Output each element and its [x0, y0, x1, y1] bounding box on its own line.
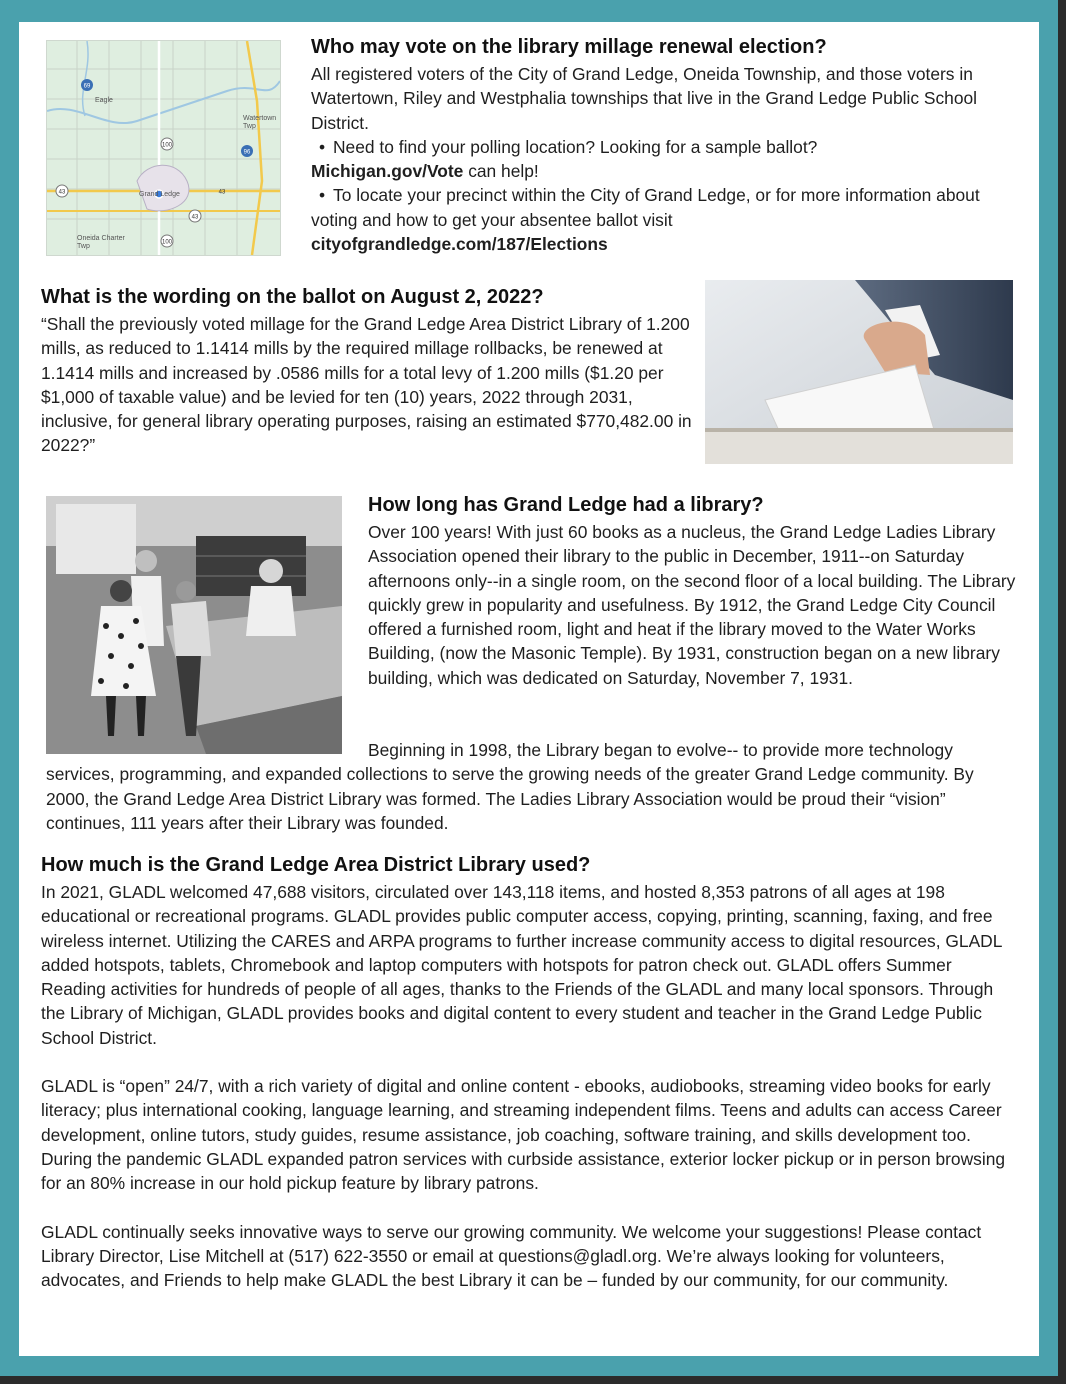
map-label-eagle: Eagle: [95, 97, 113, 104]
voters-intro: All registered voters of the City of Grand Ledge, Oneida Township, and those voters in Watertown, Riley and Westphalia townships that live in the Grand Ledge Public School District.: [311, 64, 978, 133]
road-badge-label: 43: [218, 189, 226, 196]
usage-body: [41, 880, 1019, 1292]
map-graphic: [47, 41, 280, 255]
voters-bullet-1-line2: Michigan.gov/Vote can help!: [311, 161, 539, 182]
voters-bullet-2-link-line: [311, 232, 1001, 256]
voters-body: [311, 62, 1001, 256]
road-badge-label: 43: [191, 214, 199, 221]
wording-heading: What is the wording on the ballot on August 2, 2022?: [41, 286, 544, 308]
usage-heading: How much is the Grand Ledge Area District Library used?: [41, 854, 591, 876]
historic-library-photo: [46, 496, 342, 754]
ballot-photo: [705, 280, 1013, 464]
history-para-1: Over 100 years! With just 60 books as a nucleus, the Grand Ledge Ladies Library Association opened their library to the public in December, 1911--on Saturday afternoons only--in a single room, on the second floor of a local building. The Library quickly grew in popularity and usefulness. By 1912, the Grand Ledge City Council offered a furnished room, light and heat if the library moved to the Water Works Building, (now the Masonic Temple). By 1931, construction began on a new library building, which was dedicated on Saturday, November 7, 1931.: [368, 522, 1016, 688]
usage-para-3: GLADL continually seeks innovative ways to serve our growing community. We welcome your suggestions! Please contact Library Director, Lise Mitchell at (517) 622-3550 or email at questions@gladl.org. We’re always looking for volunteers, advocates, and Friends to help make GLADL the best Library it can be – funded by our community, for our community.: [41, 1221, 982, 1291]
road-badge-label: 69: [83, 83, 91, 90]
road-badge-label: 100: [161, 142, 173, 149]
road-badge-label: 96: [243, 149, 251, 156]
usage-para-1: In 2021, GLADL welcomed 47,688 visitors, circulated over 143,118 items, and hosted 8,353 patrons of all ages at 198 educational or recreational programs. GLADL provides public computer access, copying, printing, scanning, faxing, and free wireless internet. Utilizing the CARES and ARPA programs to further increase community access to digital resources, GLADL added hotspots, tablets, Chromebook and laptop computers with hotspots for patron check out. GLADL offers Summer Reading activities for hundreds of people of all ages, thanks to the Friends of the GLADL and many local sponsors. Through the Library of Michigan, GLADL provides books and digital content to every student and teacher in the Grand Ledge Public School District.: [41, 882, 1002, 1048]
voters-bullet-1: • Need to find your polling location? Looking for a sample ballot?: [318, 136, 818, 157]
michigan-vote-link[interactable]: Michigan.gov/Vote: [311, 161, 464, 182]
district-map: [46, 40, 281, 256]
map-label-watertown: Watertown Twp: [243, 115, 277, 130]
elections-link[interactable]: cityofgrandledge.com/187/Elections: [311, 234, 608, 255]
road-badge-label: 100: [161, 239, 173, 246]
usage-para-2: GLADL is “open” 24/7, with a rich variety of digital and online content - ebooks, audiobooks, streaming video books for early literacy; plus international cooking, language learning, and streaming independent films. Teens and adults can access Career development, online tutors, study guides, resume assistance, job coaching, software training, and skills development too. During the pandemic GLADL expanded patron services with curbside assistance, exterior locker pickup or in person browsing for an 80% increase in our hold pickup feature by library patrons.: [41, 1076, 1006, 1194]
flyer-page: [19, 22, 1039, 1356]
voters-bullet-2: • To locate your precinct within the City of Grand Ledge, or for more information about voting and how to get your absentee ballot visit: [311, 185, 980, 230]
voters-heading: Who may vote on the library millage renewal election?: [311, 36, 827, 58]
wording-body: “Shall the previously voted millage for the Grand Ledge Area District Library of 1.200 mills, as reduced to 1.1414 mills by the required millage rollbacks, be renewed at 1.1414 mills and increased by .0586 mills for a total levy of 1.200 mills ($1.20 per $1,000 of taxable value) and be levied for ten (10) years, 2022 through 2031, inclusive, for general library operating purposes, raising an estimated $770,482.00 in 2022?”: [41, 314, 692, 456]
map-label-oneida: Oneida Charter Twp: [77, 235, 125, 250]
history-heading: How long has Grand Ledge had a library?: [368, 494, 764, 516]
historic-photo-graphic: [46, 496, 342, 754]
road-badge-label: 43: [58, 189, 66, 196]
map-label-grand-ledge: Grand Ledge: [139, 191, 180, 198]
history-para-2: Beginning in 1998, the Library began to evolve-- to provide more technology services, programming, and expanded collections to serve the growing needs of the greater Grand Ledge community. By 2000, the Grand Ledge Area District Library was formed. The Ladies Library Association would be proud their “vision” continues, 111 years after their Library was founded.: [46, 740, 974, 833]
ballot-graphic: [705, 280, 1013, 464]
